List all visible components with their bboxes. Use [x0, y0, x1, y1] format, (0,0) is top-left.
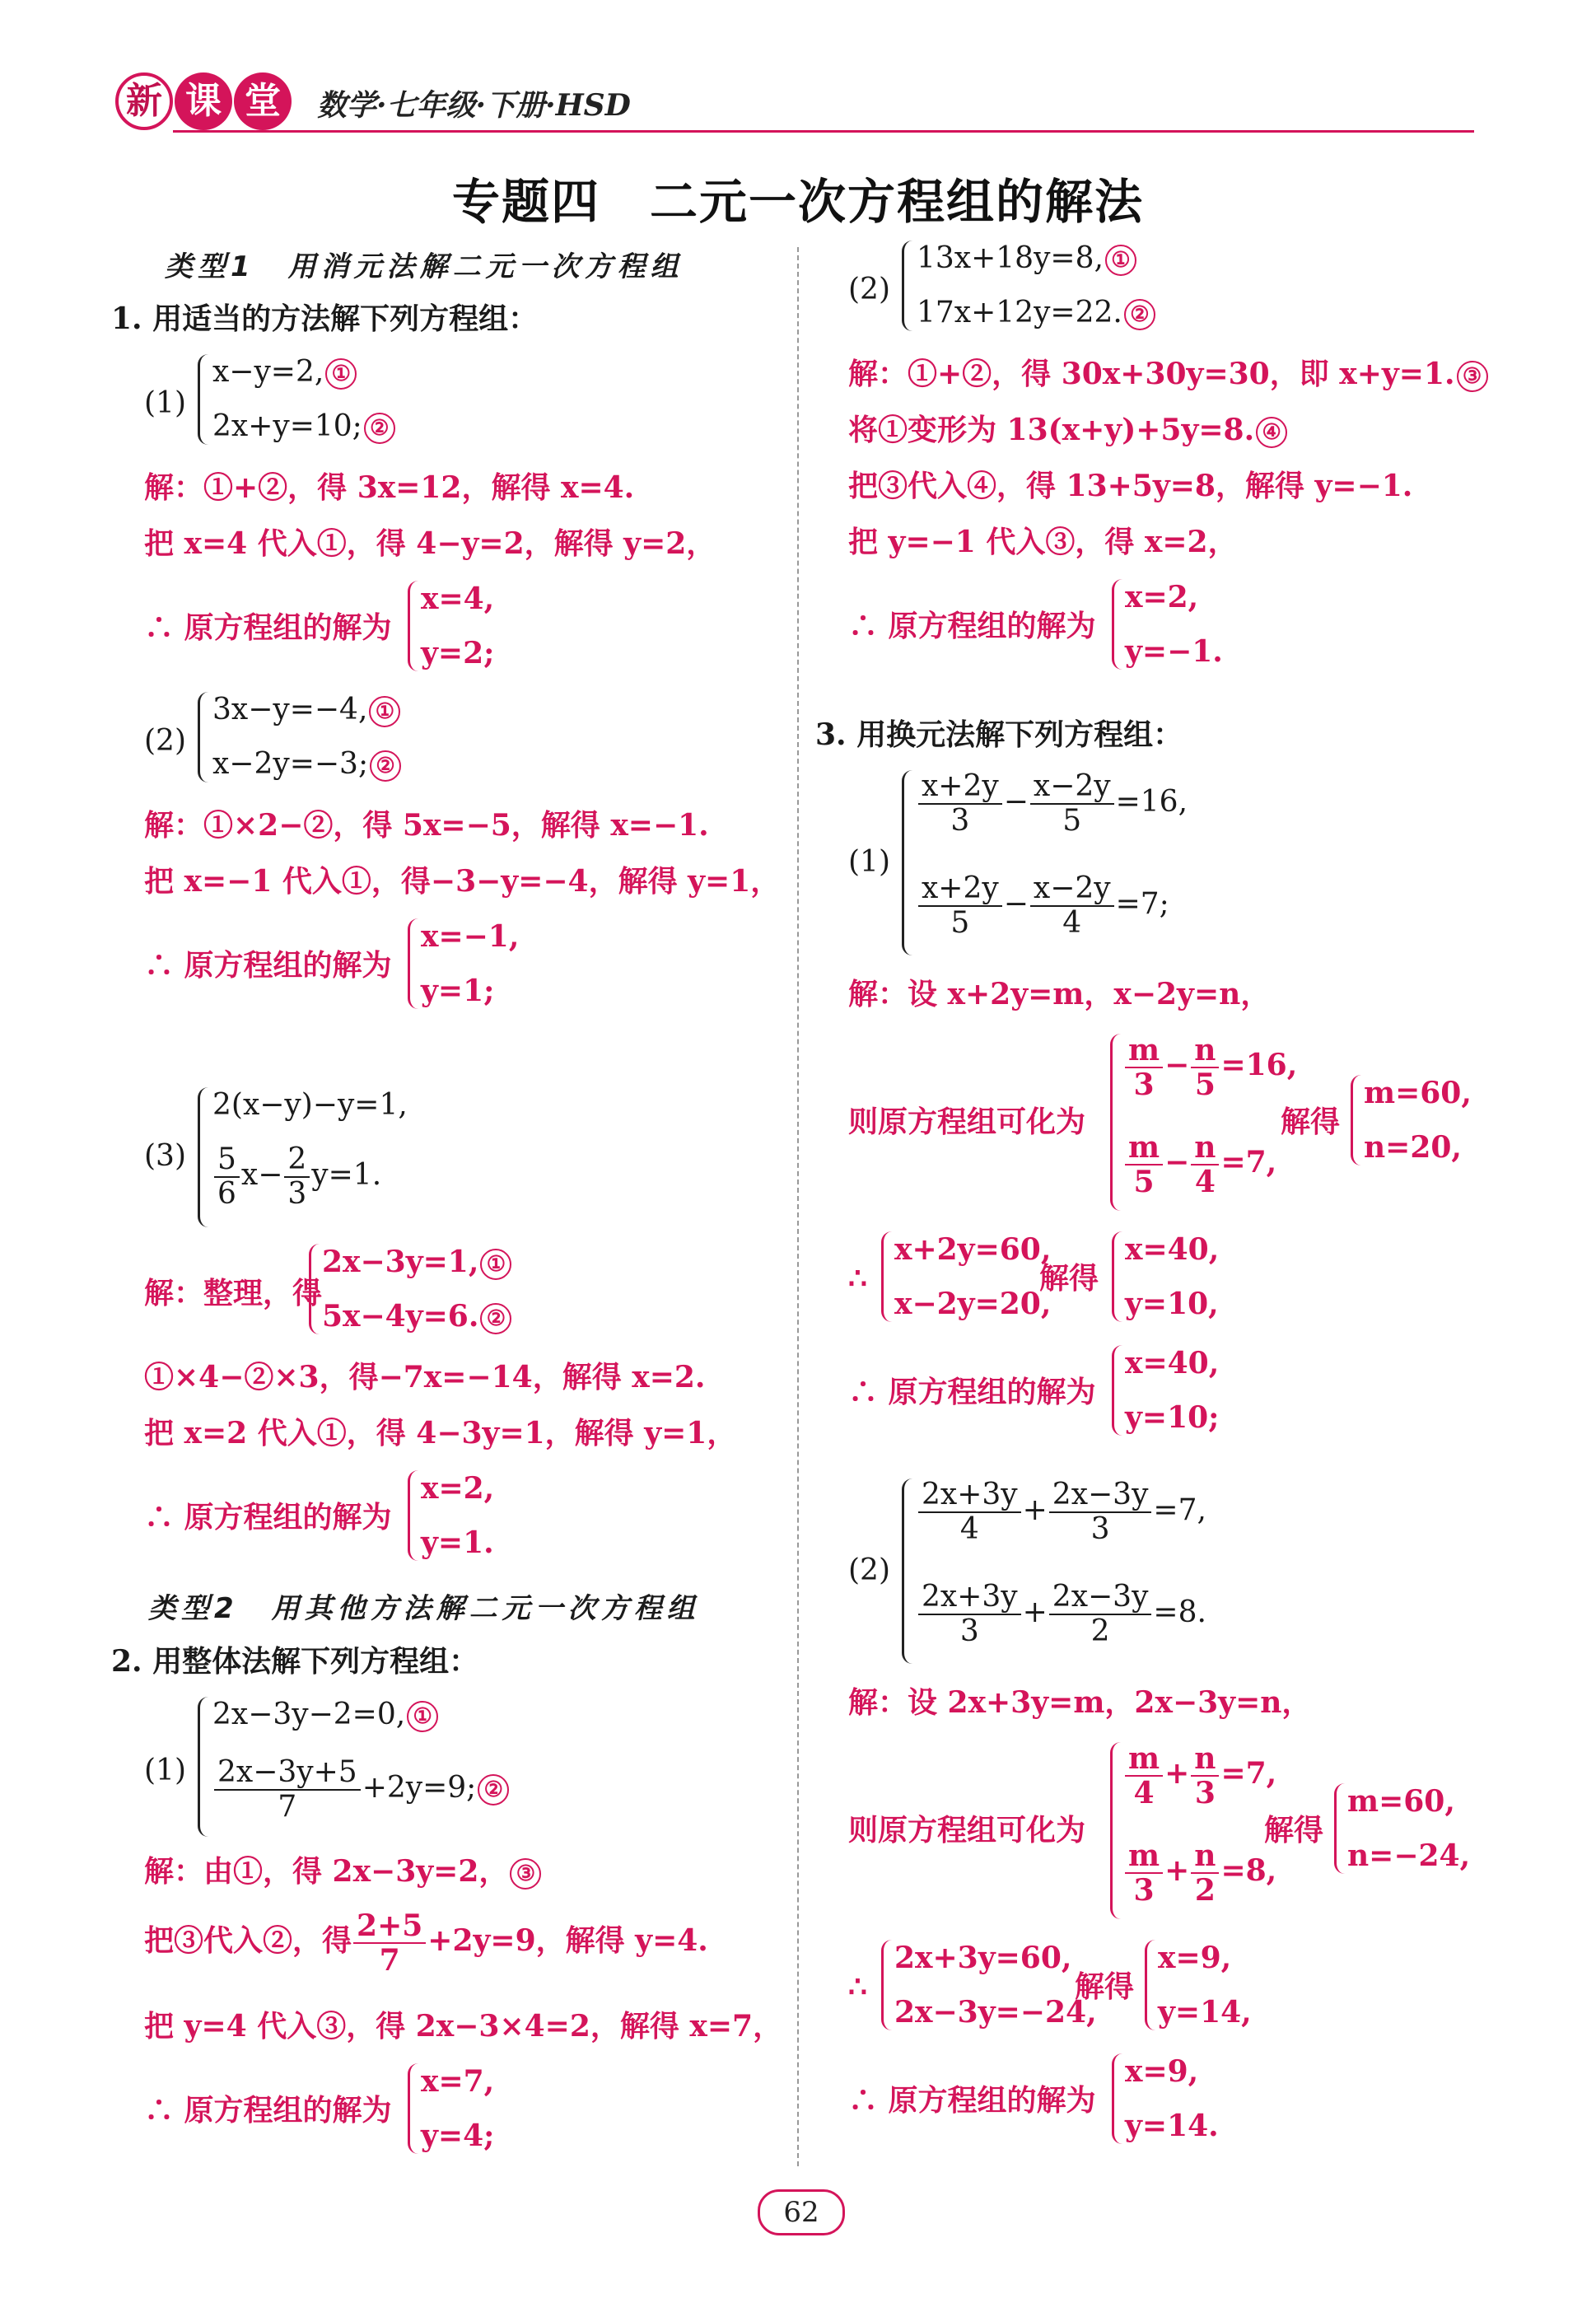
equation: 2x−3y−2=0, [212, 1698, 406, 1731]
equation-part: x− [240, 1158, 283, 1192]
equation: 17x+12y=22. [917, 296, 1122, 329]
step-text: 把③代入②，得 [144, 1923, 352, 1958]
solution-conclusion: ∴ 原方程组的解为 [848, 2083, 1096, 2118]
numerator: n [1191, 1131, 1219, 1166]
denominator: 4 [1194, 1165, 1216, 1199]
numerator: 2+5 [353, 1909, 426, 1944]
circled-1-icon: ① [480, 1249, 511, 1280]
step-text: +2y=9，解得 y=4. [427, 1923, 708, 1958]
equation-part: =7, [1220, 1756, 1277, 1791]
part-label: (1) [848, 845, 890, 879]
solution-step: 把 x=−1 代入①，得−3−y=−4，解得 y=1， [144, 864, 781, 899]
numerator: 2x+3y [918, 1478, 1021, 1513]
solve-label: 解得 [1039, 1261, 1099, 1296]
equation [1123, 1131, 1276, 1198]
equation-part: y=1. [311, 1158, 382, 1192]
equation-part: =7; [1115, 887, 1169, 921]
circled-1-icon: ① [325, 358, 357, 390]
answer-y: y=14, [1158, 1995, 1252, 2030]
equation-part: =8, [1220, 1853, 1277, 1888]
solution-conclusion: ∴ 原方程组的解为 [848, 609, 1096, 643]
answer-x: x=40, [1125, 1346, 1220, 1380]
numerator: 2x−3y+5 [214, 1756, 361, 1791]
brace-icon [408, 2063, 418, 2154]
numerator: 5 [214, 1143, 240, 1178]
solution-conclusion: ∴ 原方程组的解为 [144, 610, 392, 645]
section-heading-type2: 类型2 用其他方法解二元一次方程组 [148, 1592, 700, 1625]
question-2-stem: 2. 用整体法解下列方程组： [111, 1644, 479, 1679]
solution-step: 则原方程组可化为 [848, 1105, 1086, 1139]
solve-label: 解得 [1264, 1813, 1324, 1848]
brace-icon [881, 1940, 892, 2030]
equation-part: =8. [1153, 1595, 1206, 1629]
numerator: n [1191, 1742, 1219, 1777]
equation-part: =7, [1220, 1145, 1277, 1180]
book-subtitle: 数学·七年级·下册·HSD [317, 88, 631, 123]
solution-step: 把 y=−1 代入③，得 x=2， [848, 525, 1238, 559]
numerator: m [1125, 1034, 1163, 1068]
circled-1-icon: ① [1105, 245, 1136, 276]
equation [1123, 1742, 1276, 1810]
brace-icon [198, 692, 208, 782]
circled-3-icon: ③ [510, 1858, 541, 1890]
answer-n: n=−24, [1347, 1838, 1471, 1873]
circled-2-icon: ② [364, 413, 395, 444]
solution-step: 将①变形为 13(x+y)+5y=8. [848, 413, 1255, 447]
denominator: 5 [950, 906, 970, 940]
operator: + [1164, 1853, 1190, 1888]
circled-4-icon: ④ [1256, 417, 1287, 448]
denominator: 2 [1090, 1614, 1110, 1648]
therefore-symbol: ∴ [848, 1969, 867, 2004]
equation [212, 1756, 509, 1824]
brace-icon [1334, 1783, 1345, 1874]
solution-step: 解：由①，得 2x−3y=2， [144, 1854, 509, 1889]
equation-part: +2y=9; [362, 1771, 477, 1805]
brace-icon [902, 770, 912, 955]
numerator: 2x−3y [1049, 1581, 1152, 1615]
circled-2-icon: ② [1124, 299, 1155, 330]
numerator: m [1125, 1131, 1163, 1166]
solution-step: 则原方程组可化为 [848, 1813, 1086, 1848]
brace-icon [1112, 579, 1122, 670]
numerator: m [1125, 1839, 1163, 1874]
solution-conclusion: ∴ 原方程组的解为 [144, 2093, 392, 2128]
part-label: (2) [848, 273, 890, 306]
denominator: 4 [1133, 1776, 1155, 1810]
equation: 2x−3y=−24, [894, 1995, 1097, 2030]
answer-x: x=2, [1125, 580, 1199, 614]
part-label: (2) [848, 1553, 890, 1587]
denominator: 6 [217, 1177, 236, 1211]
denominator: 7 [379, 1943, 400, 1978]
equation-part: =7, [1153, 1493, 1206, 1527]
denominator: 5 [1133, 1165, 1155, 1199]
answer-m: m=60, [1364, 1076, 1472, 1110]
part-label: (2) [144, 724, 186, 758]
series-logo [115, 68, 313, 133]
numerator: x+2y [918, 872, 1002, 907]
section-heading-type1: 类型1 用消元法解二元一次方程组 [165, 250, 684, 283]
numerator: x−2y [1030, 872, 1114, 907]
circled-3-icon: ③ [1457, 361, 1488, 392]
brace-icon [1110, 1034, 1121, 1211]
denominator: 5 [1062, 804, 1082, 838]
equation [917, 770, 1188, 838]
equation [212, 1143, 381, 1211]
equation: 3x−y=−4, [212, 693, 368, 726]
denominator: 5 [1194, 1067, 1216, 1102]
brace-icon [309, 1244, 320, 1334]
answer-y: y=1. [421, 1525, 494, 1560]
solution-step: ①×4−②×3，得−7x=−14，解得 x=2. [144, 1360, 706, 1394]
equation [1123, 1839, 1276, 1907]
page-number: 62 [758, 2189, 845, 2235]
answer-x: x=4, [421, 582, 495, 616]
question-3-stem: 3. 用换元法解下列方程组： [815, 717, 1183, 752]
equation [917, 1581, 1206, 1648]
denominator: 7 [278, 1790, 297, 1824]
part-label: (1) [144, 386, 186, 420]
equation: 2x+3y=60, [894, 1941, 1072, 1975]
answer-x: x=9, [1158, 1941, 1232, 1975]
numerator: n [1191, 1839, 1219, 1874]
circled-1-icon: ① [407, 1701, 438, 1732]
brace-icon [408, 1470, 418, 1561]
operator: − [1164, 1145, 1190, 1180]
answer-y: y=10; [1125, 1400, 1220, 1435]
denominator: 3 [950, 804, 970, 838]
answer-y: y=10, [1125, 1287, 1219, 1321]
answer-y: y=14. [1125, 2109, 1219, 2143]
equation [917, 872, 1169, 940]
numerator: m [1125, 1742, 1163, 1777]
brace-icon [1112, 1231, 1122, 1322]
brace-icon [1112, 1345, 1122, 1436]
solution-step: 把 y=4 代入③，得 2x−3×4=2，解得 x=7， [144, 2009, 783, 2044]
equation: x+2y=60, [894, 1232, 1052, 1267]
numerator: 2x−3y [1049, 1478, 1152, 1513]
denominator: 3 [1133, 1873, 1155, 1908]
answer-x: x=7, [421, 2064, 495, 2099]
answer-x: x=9, [1125, 2054, 1199, 2089]
solution-step: 解：①+②，得 30x+30y=30，即 x+y=1. [848, 357, 1455, 391]
operator: + [1022, 1595, 1048, 1629]
logo-char: 课 [175, 72, 232, 130]
equation [1123, 1034, 1297, 1101]
answer-y: y=1; [421, 974, 495, 1008]
circled-2-icon: ② [480, 1303, 511, 1334]
circled-1-icon: ① [369, 696, 400, 727]
solve-label: 解得 [1075, 1969, 1135, 2004]
part-label: (3) [144, 1139, 186, 1173]
answer-x: x=40, [1125, 1232, 1220, 1267]
brace-icon [902, 241, 912, 331]
denominator: 3 [1133, 1067, 1155, 1102]
brace-icon [198, 1087, 208, 1227]
equation-part: =16, [1220, 1048, 1298, 1082]
denominator: 3 [287, 1177, 307, 1211]
brace-icon [408, 581, 418, 671]
solution-conclusion: ∴ 原方程组的解为 [144, 948, 392, 983]
numerator: x+2y [918, 770, 1002, 805]
brace-icon [198, 354, 208, 445]
solution-step [144, 1909, 708, 1977]
operator: + [1022, 1493, 1048, 1527]
solution-step: 解：①+②，得 3x=12，解得 x=4. [144, 470, 635, 505]
answer-n: n=20, [1364, 1130, 1462, 1165]
answer-y: y=−1. [1125, 634, 1223, 669]
logo-char: 新 [115, 72, 173, 130]
equation: 13x+18y=8, [917, 241, 1104, 275]
equation: 5x−4y=6. [322, 1299, 479, 1334]
denominator: 2 [1194, 1873, 1216, 1908]
equation-part: =16, [1115, 785, 1188, 819]
solution-step: 把 x=2 代入①，得 4−3y=1，解得 y=1， [144, 1416, 737, 1450]
question-1-stem: 1. 用适当的方法解下列方程组： [111, 301, 539, 336]
answer-m: m=60, [1347, 1784, 1455, 1819]
solution-step: 解：①×2−②，得 5x=−5，解得 x=−1. [144, 808, 709, 843]
numerator: 2 [284, 1143, 310, 1178]
equation: x−y=2, [212, 355, 324, 389]
header-rule [173, 130, 1474, 133]
answer-y: y=2; [421, 636, 495, 670]
answer-x: x=−1, [421, 919, 520, 954]
brace-icon [1112, 2053, 1122, 2144]
brace-icon [408, 918, 418, 1009]
numerator: n [1191, 1034, 1219, 1068]
logo-char: 堂 [234, 72, 292, 130]
brace-icon [1351, 1075, 1361, 1166]
solution-step: 解：设 x+2y=m，x−2y=n， [848, 977, 1271, 1011]
equation: x−2y=−3; [212, 747, 369, 781]
therefore-symbol: ∴ [848, 1261, 867, 1296]
answer-x: x=2, [421, 1471, 495, 1506]
equation: 2x+y=10; [212, 409, 362, 443]
brace-icon [902, 1478, 912, 1664]
operator: − [1164, 1048, 1190, 1082]
denominator: 3 [1090, 1512, 1110, 1546]
solution-step: 解：设 2x+3y=m，2x−3y=n， [848, 1685, 1312, 1720]
column-divider [797, 247, 799, 2166]
solution-step: 把 x=4 代入①，得 4−y=2，解得 y=2， [144, 526, 716, 561]
part-label: (1) [144, 1754, 186, 1787]
denominator: 4 [959, 1512, 979, 1546]
brace-icon [881, 1231, 892, 1322]
denominator: 3 [959, 1614, 979, 1648]
numerator: x−2y [1030, 770, 1114, 805]
page-title: 专题四 二元一次方程组的解法 [451, 174, 1144, 230]
solve-label: 解得 [1281, 1105, 1341, 1139]
solution-conclusion: ∴ 原方程组的解为 [144, 1500, 392, 1535]
equation [917, 1478, 1206, 1546]
brace-icon [1110, 1742, 1121, 1919]
answer-y: y=4; [421, 2118, 495, 2153]
solution-step: 解：整理，得 [144, 1276, 323, 1310]
circled-2-icon: ② [370, 750, 401, 782]
equation: x−2y=20, [894, 1287, 1052, 1321]
circled-2-icon: ② [478, 1774, 509, 1805]
operator: − [1003, 785, 1029, 819]
denominator: 4 [1062, 906, 1082, 940]
brace-icon [1145, 1940, 1155, 2030]
equation: 2(x−y)−y=1, [212, 1088, 408, 1122]
operator: + [1164, 1756, 1190, 1791]
denominator: 3 [1194, 1776, 1216, 1810]
brace-icon [198, 1697, 208, 1837]
solution-conclusion: ∴ 原方程组的解为 [848, 1375, 1096, 1409]
solution-step: 把③代入④，得 13+5y=8，解得 y=−1. [848, 469, 1413, 503]
operator: − [1003, 887, 1029, 921]
numerator: 2x+3y [918, 1581, 1021, 1615]
equation: 2x−3y=1, [322, 1245, 479, 1279]
